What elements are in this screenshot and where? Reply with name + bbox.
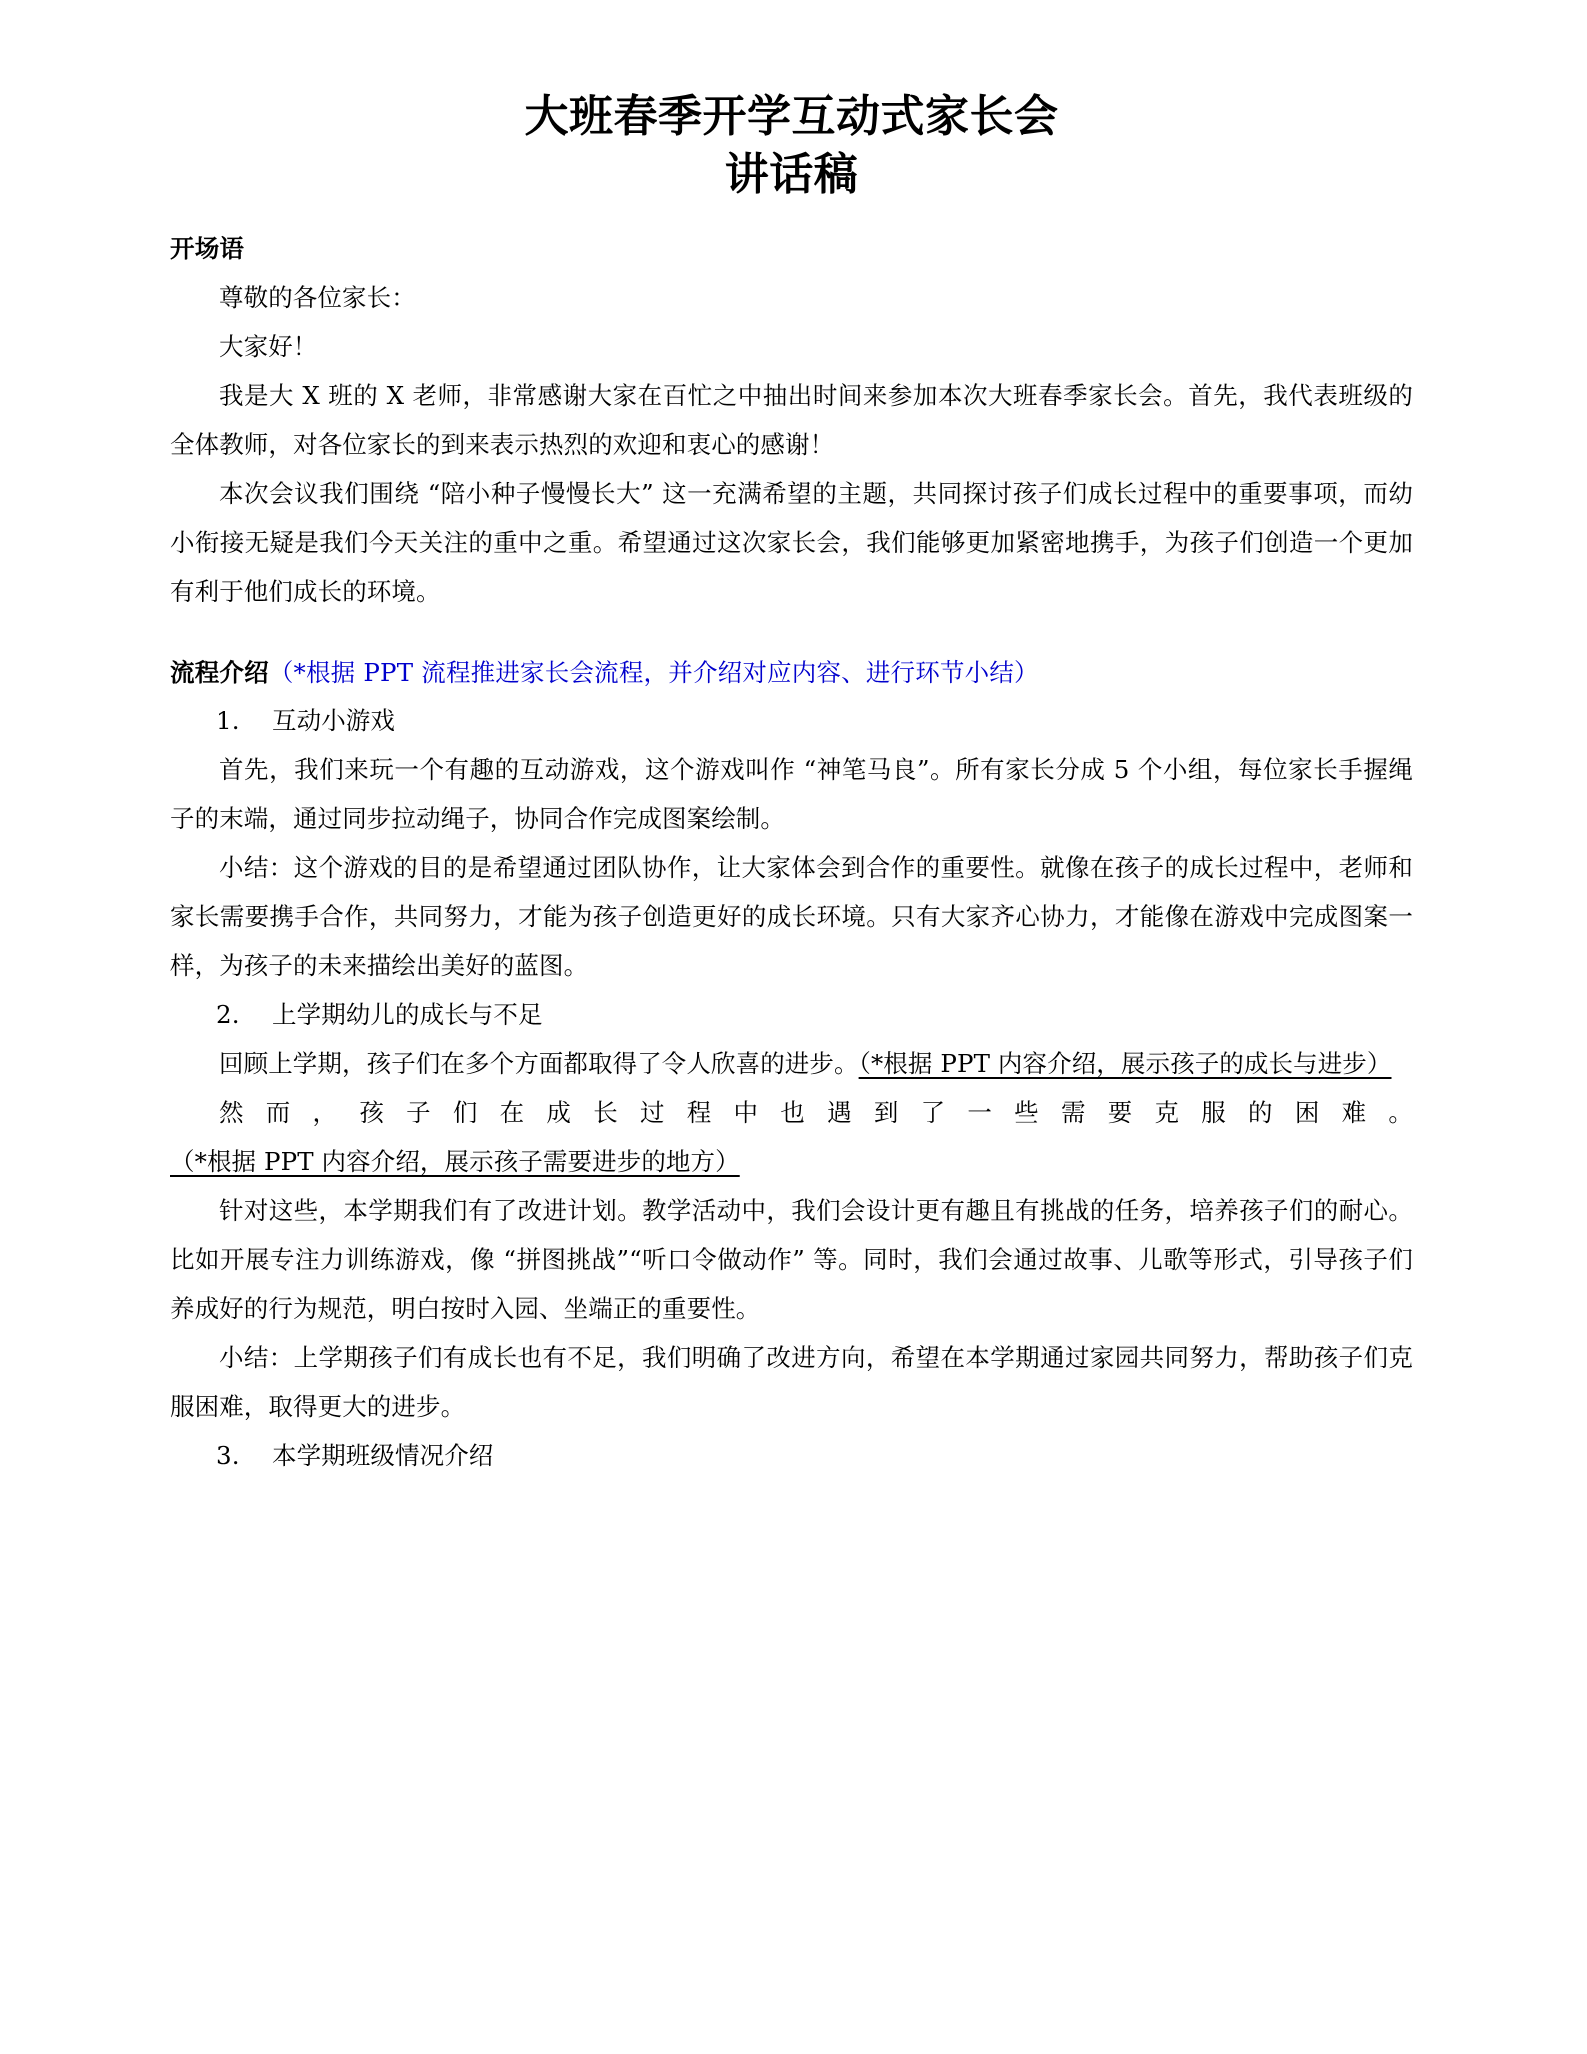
list-item-number: 3. — [216, 1441, 240, 1471]
difficulty-review-ppt-note: （*根据 PPT 内容介绍，展示孩子需要进步的地方） — [170, 1147, 740, 1177]
list-item-number: 1. — [216, 706, 240, 736]
growth-review-text: 回顾上学期，孩子们在多个方面都取得了令人欣喜的进步。 — [219, 1049, 859, 1079]
document-content — [170, 0, 1413, 1480]
list-item-label: 互动小游戏 — [272, 706, 395, 736]
title-line-1: 大班春季开学互动式家长会 — [524, 91, 1059, 142]
page-title — [170, 0, 1413, 204]
paragraph-game-description: 首先，我们来玩一个有趣的互动游戏，这个游戏叫作 “神笔马良”。所有家长分成 5 个小组，每位家长手握绳子的末端，通过同步拉动绳子，协同合作完成图案绘制。 — [170, 755, 1413, 834]
list-item — [170, 990, 1413, 1039]
list-item — [170, 1431, 1413, 1480]
paragraph-greeting: 大家好！ — [219, 331, 318, 361]
growth-review-ppt-note: （*根据 PPT 内容介绍，展示孩子的成长与进步） — [858, 1049, 1392, 1079]
paragraph-game-summary: 小结：这个游戏的目的是希望通过团队协作，让大家体会到合作的重要性。就像在孩子的成长过程中，老师和家长需要携手合作，共同努力，才能为孩子创造更好的成长环境。只有大家齐心协力，才能像在游戏中完成图案一样，为孩子的未来描绘出美好的蓝图。 — [170, 853, 1413, 981]
paragraph-difficulty-review — [170, 1088, 1413, 1186]
paragraph-improvement-plan: 针对这些，本学期我们有了改进计划。教学活动中，我们会设计更有趣且有挑战的任务，培养孩子们的耐心。比如开展专注力训练游戏，像 “拼图挑战”“听口令做动作” 等。同时，我们会通过故事、儿歌等形式，引导孩子们养成好的行为规范，明白按时入园、坐端正的重要性。 — [170, 1196, 1413, 1324]
paragraph-growth-review — [170, 1039, 1413, 1088]
heading-process-label: 流程介绍 — [170, 657, 269, 687]
title-line-2: 讲话稿 — [724, 149, 859, 201]
list-item-label: 本学期班级情况介绍 — [272, 1441, 494, 1471]
list-item-label: 上学期幼儿的成长与不足 — [272, 1000, 543, 1030]
paragraph-self-introduction: 我是大 X 班的 X 老师，非常感谢大家在百忙之中抽出时间来参加本次大班春季家长会。首先，我代表班级的全体教师，对各位家长的到来表示热烈的欢迎和衷心的感谢！ — [170, 380, 1413, 459]
paragraph-semester-summary: 小结：上学期孩子们有成长也有不足，我们明确了改进方向，希望在本学期通过家园共同努力，帮助孩子们克服困难，取得更大的进步。 — [170, 1343, 1413, 1422]
difficulty-review-text: 然而，孩子们在成长过程中也遇到了一些需要克服的困难。 — [219, 1098, 1413, 1128]
list-item — [170, 696, 1413, 745]
paragraph-salutation: 尊敬的各位家长： — [219, 282, 416, 312]
heading-process-introduction — [170, 616, 1413, 697]
heading-process-note: （*根据 PPT 流程推进家长会流程，并介绍对应内容、进行环节小结） — [268, 657, 1039, 687]
heading-opening: 开场语 — [170, 234, 245, 264]
list-item-number: 2. — [216, 1000, 240, 1030]
paragraph-meeting-theme: 本次会议我们围绕 “陪小种子慢慢长大” 这一充满希望的主题，共同探讨孩子们成长过程中的重要事项，而幼小衔接无疑是我们今天关注的重中之重。希望通过这次家长会，我们能够更加紧密地携手，为孩子们创造一个更加有利于他们成长的环境。 — [170, 478, 1413, 606]
